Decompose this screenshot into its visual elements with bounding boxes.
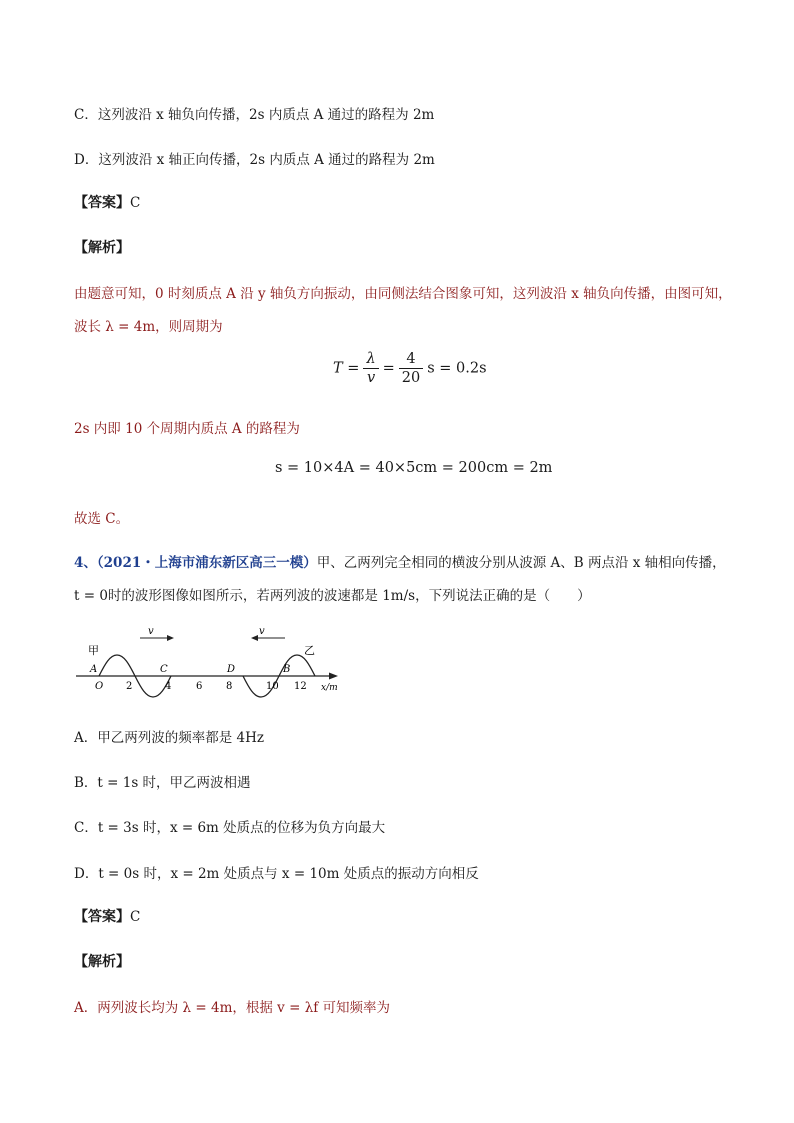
formula-lhs: T =	[333, 360, 360, 377]
q4-option-d: D．t = 0s 时，x = 2m 处质点与 x = 10m 处质点的振动方向相反	[74, 866, 479, 882]
answer-tag: 【答案】	[74, 195, 130, 211]
analysis-tag: 【解析】	[74, 240, 130, 256]
q4-option-a: A．甲乙两列波的频率都是 4Hz	[74, 730, 265, 746]
tick-0: O	[95, 681, 104, 692]
tick-8: 8	[226, 681, 233, 692]
q4-option-c: C．t = 3s 时，x = 6m 处质点的位移为负方向最大	[74, 820, 386, 836]
q4-analysis-tag: 【解析】	[74, 954, 130, 970]
formula-rhs: s = 0.2s	[427, 360, 487, 377]
arrowhead-left	[251, 635, 258, 641]
label-yi: 乙	[304, 644, 315, 657]
explanation-line-2: 波长 λ = 4m，则周期为	[74, 319, 223, 335]
arrowhead-right	[167, 635, 174, 641]
explanation-line-1: 由题意可知，0 时刻质点 A 沿 y 轴负方向振动，由同侧法结合图象可知，这列波沿 x 轴负向传播，由图可知，	[74, 286, 732, 302]
tick-10: 10	[266, 681, 279, 692]
label-v-right: v	[259, 626, 265, 637]
question-number: 4、	[74, 555, 97, 571]
q4-answer-line	[74, 906, 140, 926]
explanation-line-3: 2s 内即 10 个周期内质点 A 的路程为	[74, 421, 300, 437]
period-formula	[333, 350, 487, 387]
q4-answer-tag: 【答案】	[74, 909, 130, 925]
fraction-4-20: $\frac{4}{20}$	[399, 350, 423, 387]
question-4-stem-1	[74, 551, 726, 571]
label-point-a: A	[90, 664, 98, 675]
wave-figure	[72, 620, 347, 700]
q4-option-b: B．t = 1s 时，甲乙两波相遇	[74, 775, 251, 791]
path-formula: s = 10×4A = 40×5cm = 200cm = 2m	[275, 460, 553, 476]
x-axis-arrow	[329, 673, 338, 680]
tick-4: 4	[165, 681, 172, 692]
question-4-stem-2: t = 0时的波形图像如图所示，若两列波的波速都是 1m/s，下列说法正确的是（ ）	[74, 588, 591, 604]
label-point-c: C	[160, 664, 168, 675]
q4-explanation-line-1: A．两列波长均为 λ = 4m，根据 v = λf 可知频率为	[74, 1000, 391, 1016]
option-d: D．这列波沿 x 轴正向传播，2s 内质点 A 通过的路程为 2m	[74, 152, 435, 168]
label-v-left: v	[148, 626, 154, 637]
label-point-b: B	[283, 664, 291, 675]
explanation-line-4: 故选 C。	[74, 511, 130, 527]
label-jia: 甲	[88, 644, 99, 657]
formula-eq: =	[382, 360, 395, 377]
tick-2: 2	[126, 681, 133, 692]
tick-12: 12	[294, 681, 307, 692]
stem-text-1: 甲、乙两列完全相同的横波分别从波源 A、B 两点沿 x 轴相向传播，	[316, 555, 726, 571]
label-point-d: D	[227, 664, 236, 675]
q4-answer-value: C	[130, 909, 141, 925]
answer-value: C	[130, 195, 141, 211]
axis-label: x/m	[321, 683, 338, 693]
question-source: （2021・上海市浦东新区高三一模）	[96, 555, 317, 571]
answer-line	[74, 192, 140, 212]
fraction-lambda-v: $\frac{\lambda}{v}$	[363, 350, 378, 387]
option-c: C．这列波沿 x 轴负向传播，2s 内质点 A 通过的路程为 2m	[74, 107, 435, 123]
tick-6: 6	[196, 681, 203, 692]
